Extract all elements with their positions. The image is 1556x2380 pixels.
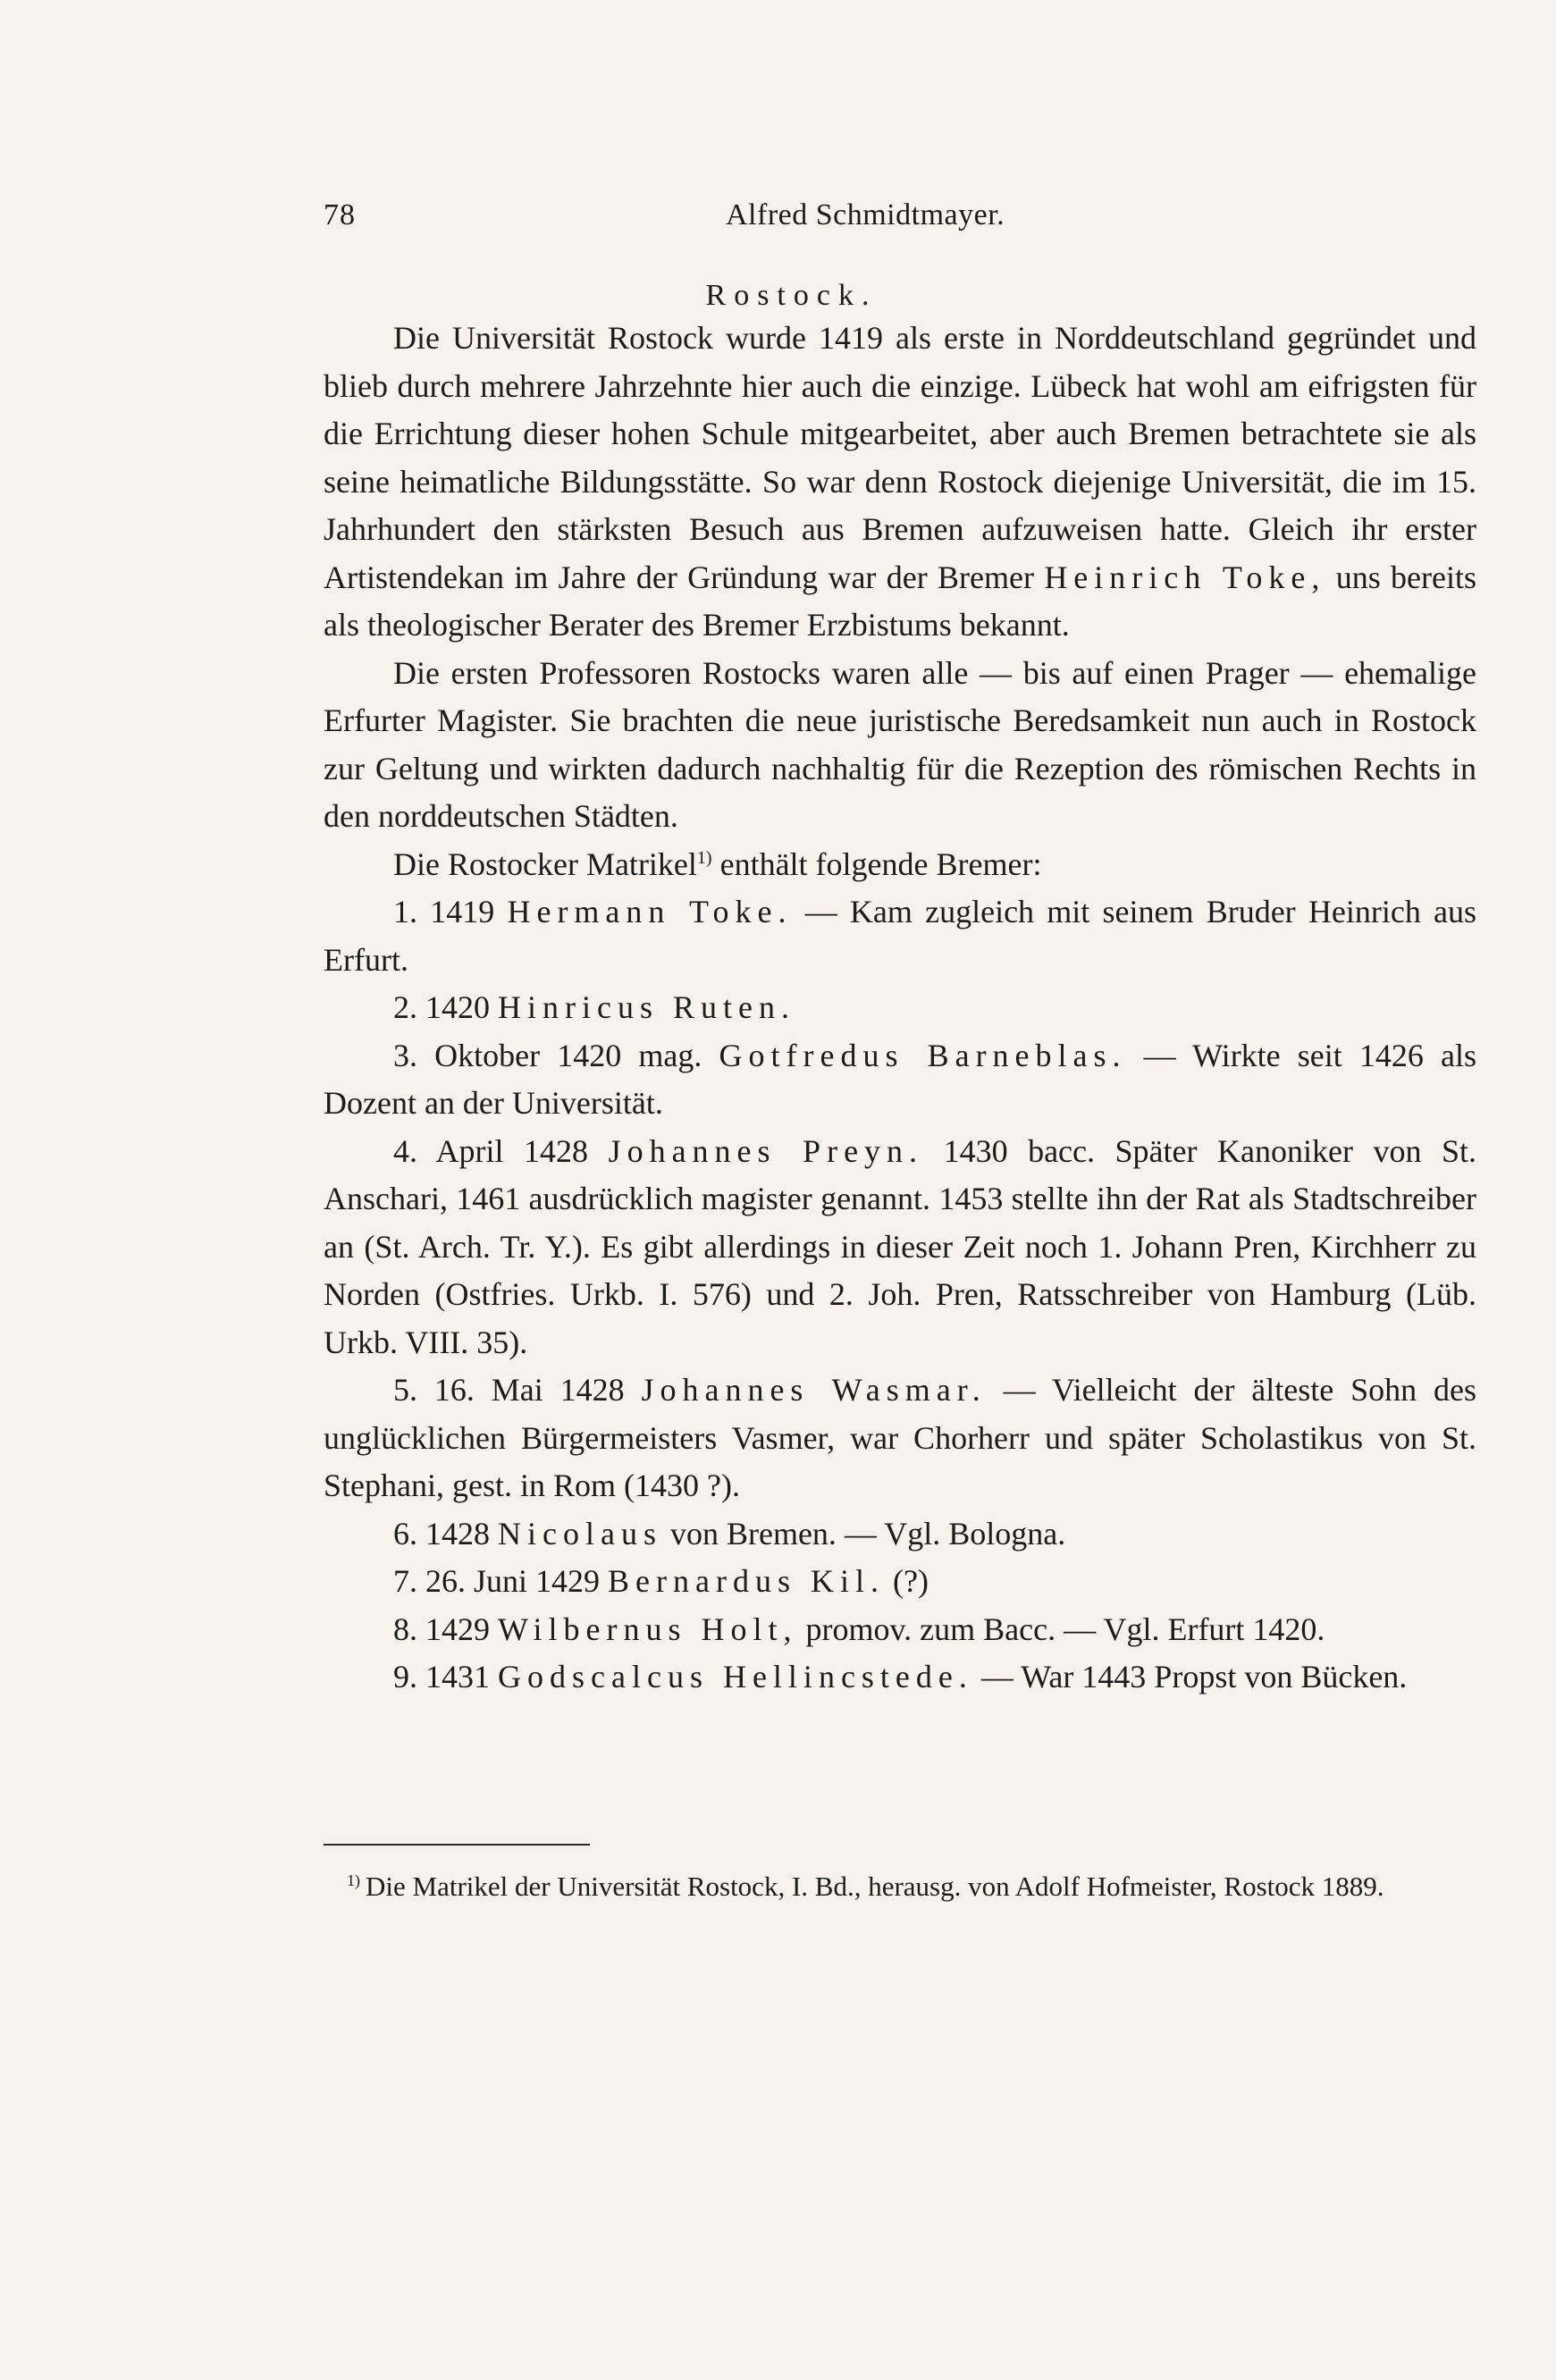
entry-4-name: Johannes Preyn.: [608, 1132, 924, 1169]
footnote-mark: 1): [347, 1871, 360, 1889]
paragraph-1: [324, 315, 1476, 650]
entry-6: [324, 1510, 1476, 1559]
footnote: [324, 1866, 1476, 1906]
entry-4: [324, 1128, 1476, 1367]
entry-1-name: Hermann Toke.: [507, 894, 793, 929]
section-title: Rostock.: [705, 279, 878, 312]
footnote-text: Die Matrikel der Universität Rostock, I. Bd., herausg. von Adolf Hofmeister, Rostock 1889.: [366, 1871, 1384, 1902]
entry-2: [324, 984, 1476, 1032]
entry-6-pre: 6. 1428: [393, 1515, 490, 1552]
entry-8-name: Wilbernus Holt,: [498, 1610, 798, 1647]
entry-6-post: von Bremen. — Vgl. Bologna.: [669, 1515, 1066, 1552]
entry-5-name: Johannes Wasmar.: [641, 1372, 987, 1408]
entry-3: [324, 1032, 1476, 1128]
entry-1-post: — Kam zugleich mit seinem Bruder Heinrich aus Erfurt.: [324, 894, 1477, 978]
footnote-reference: 1): [696, 847, 712, 868]
entry-9: [324, 1653, 1476, 1702]
entry-3-post: — Wirkte seit 1426 als Dozent an der Universität.: [324, 1037, 1477, 1121]
entry-2-pre: 2. 1420: [393, 989, 490, 1025]
paragraph-3-text: Die Rostocker Matrikel: [393, 845, 697, 882]
entry-4-post: 1430 bacc. Später Kanoniker von St. Anschari, 1461 ausdrücklich magister genannt. 1453 stellte ihn der Rat als Stadtschreiber an (St. Arch. Tr. Y.). Es gibt allerdings in dieser Zeit noch 1. Johann Pren, Kirchherr zu Norden (Ostfries. Urkb. I. 576) und 2. Joh. Pren, Ratsschreiber von Hamburg (Lüb. Urkb. VIII. 35).: [324, 1132, 1477, 1360]
entry-7-post: (?): [892, 1563, 929, 1599]
entry-1-pre: 1. 1419: [393, 894, 495, 929]
paragraph-1-end: uns bereits als theologischer Berater des Bremer Erzbistums bekannt.: [324, 559, 1477, 643]
entry-9-pre: 9. 1431: [393, 1659, 490, 1695]
paragraph-3-end: enthält folgende Bremer:: [719, 845, 1042, 882]
page-header: [324, 198, 1476, 243]
running-head: Alfred Schmidtmayer.: [726, 198, 1005, 231]
entry-9-post: — War 1443 Propst von Bücken.: [980, 1659, 1408, 1695]
entry-4-pre: 4. April 1428: [393, 1132, 589, 1169]
person-name: Heinrich Toke,: [1044, 559, 1326, 595]
footnote-divider: [324, 1844, 590, 1846]
entry-7-pre: 7. 26. Juni 1429: [393, 1563, 601, 1599]
entry-8-post: promov. zum Bacc. — Vgl. Erfurt 1420.: [805, 1610, 1325, 1647]
entry-2-name: Hinricus Ruten.: [498, 989, 795, 1025]
entry-9-name: Godscalcus Hellincstede.: [498, 1659, 973, 1695]
entry-7: [324, 1558, 1476, 1606]
paragraph-2: Die ersten Professoren Rostocks waren alle — bis auf einen Prager — ehemalige Erfurter Magister. Sie brachten die neue juristische Beredsamkeit nun auch in Rostock zur Geltung und wirkten dadurch nachhaltig für die Rezeption des römischen Rechts in den norddeutschen Städten.: [324, 654, 1476, 834]
entry-5-post: — Vielleicht der älteste Sohn des unglücklichen Bürgermeisters Vasmer, war Chorherr und später Scholastikus von St. Stephani, gest. in Rom (1430 ?).: [324, 1372, 1477, 1503]
entry-3-pre: 3. Oktober 1420 mag.: [393, 1037, 702, 1073]
body-text: [324, 315, 1476, 1702]
entry-7-name: Bernardus Kil.: [608, 1563, 885, 1599]
entry-8-pre: 8. 1429: [393, 1610, 490, 1647]
paragraph-3: [324, 841, 1476, 889]
entry-5-pre: 5. 16. Mai 1428: [393, 1372, 625, 1408]
entry-3-name: Gotfredus Barneblas.: [719, 1037, 1127, 1073]
entry-6-name: Nicolaus: [498, 1515, 662, 1552]
page-number: 78: [324, 198, 356, 231]
paragraph-1-text: Die Universität Rostock wurde 1419 als erste in Norddeutschland gegründet und blieb durch mehrere Jahrzehnte hier auch die einzige. Lübeck hat wohl am eifrigsten für die Errichtung dieser hohen Schule mitgearbeitet, aber auch Bremen betrachtete sie als seine heimatliche Bildungsstätte. So war denn Rostock diejenige Universität, die im 15. Jahrhundert den stärksten Besuch aus Bremen aufzuweisen hatte. Gleich ihr erster Artistendekan im Jahre der Gründung war der Bremer: [324, 320, 1476, 595]
entry-1: [324, 888, 1476, 984]
entry-5: [324, 1367, 1476, 1510]
entry-8: [324, 1606, 1476, 1654]
